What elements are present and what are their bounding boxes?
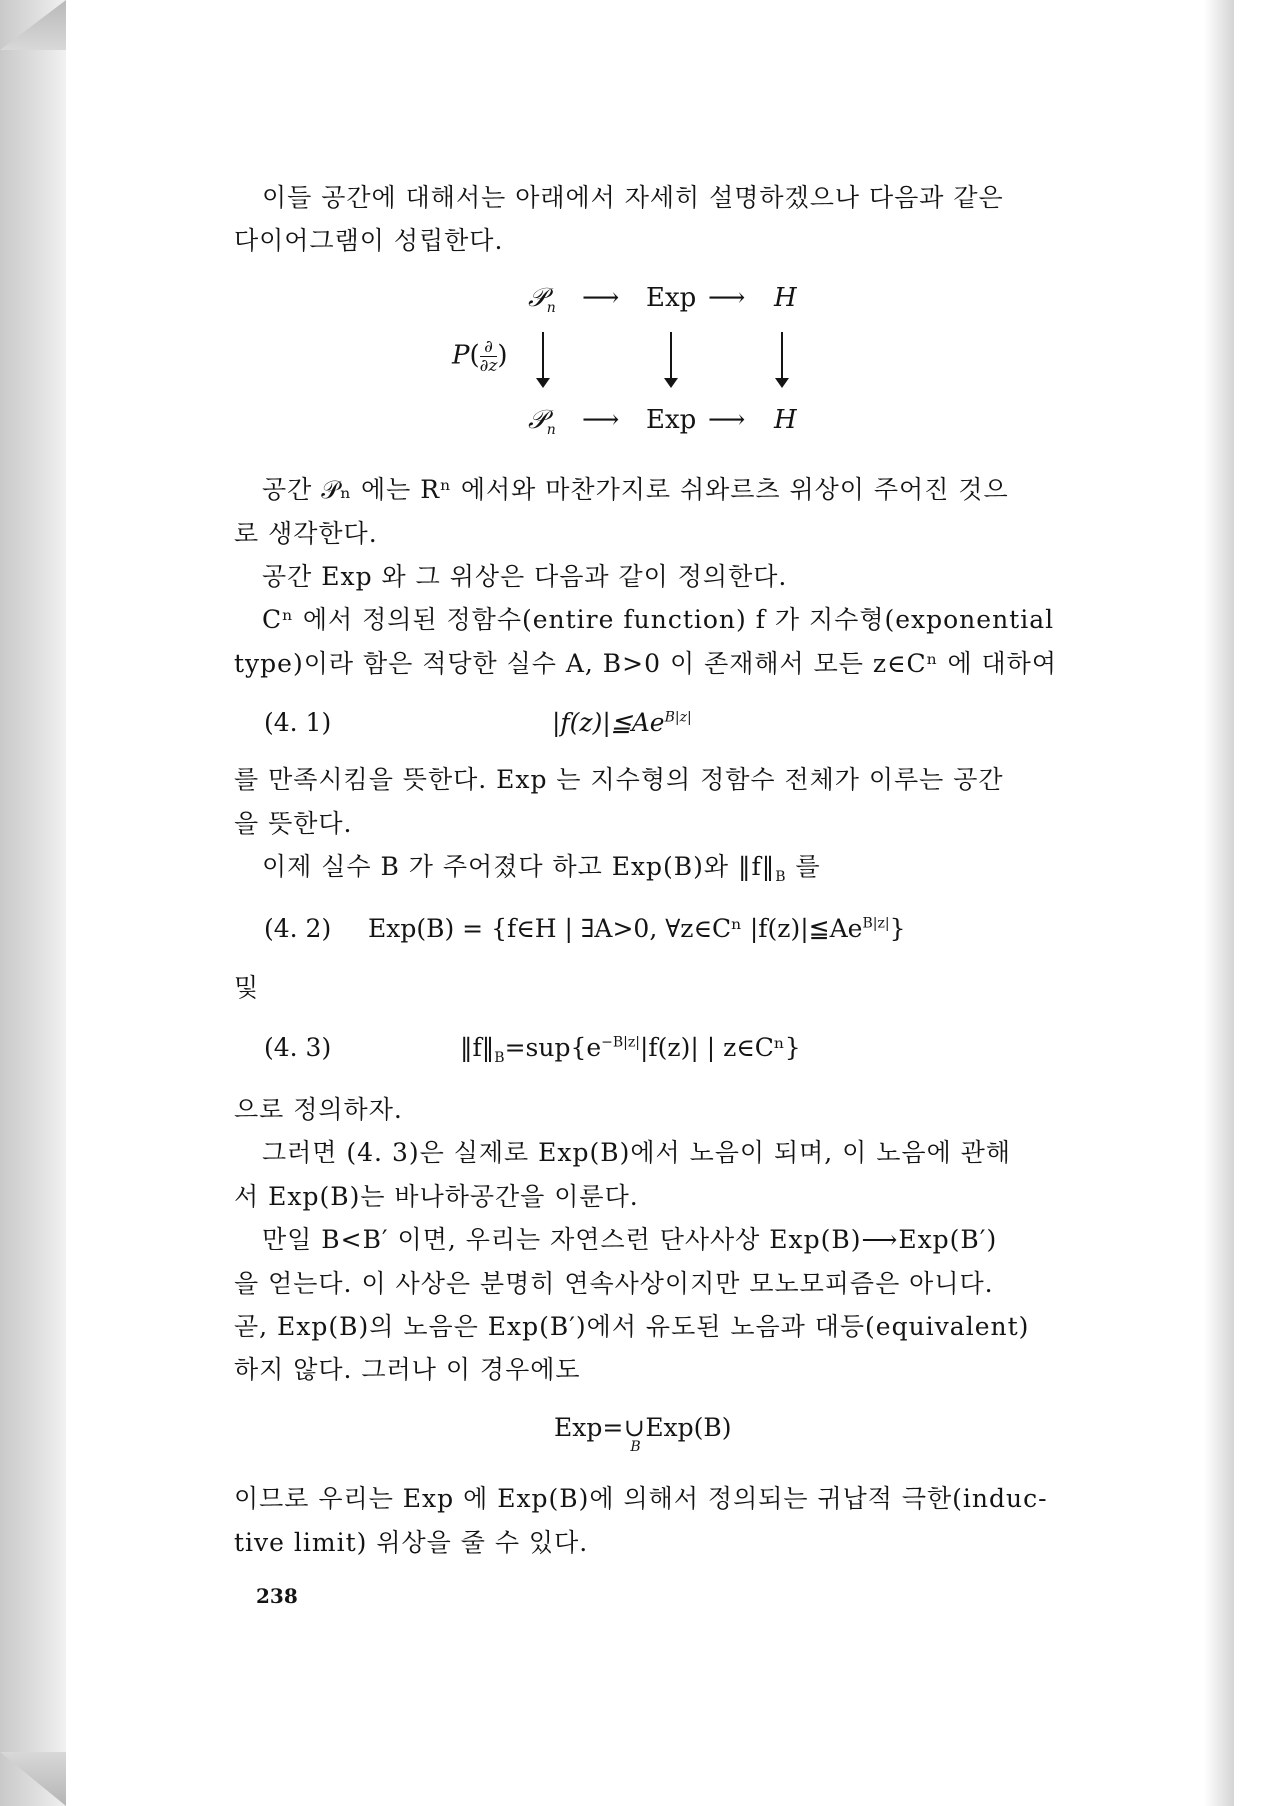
- diagram-arrow-top-1: ⟶: [582, 283, 620, 313]
- paragraph-4-line-2: type)이라 함은 적당한 실수 A, B>0 이 존재해서 모든 z∈Cⁿ 에 대하여: [234, 649, 1057, 678]
- diagram-bottom-right: H: [774, 405, 797, 435]
- page-edge-shadow: [1204, 0, 1234, 1806]
- paragraph-9-line-4: 하지 않다. 그러나 이 경우에도: [234, 1355, 581, 1384]
- diagram-bottom-mid: Exp: [646, 405, 697, 435]
- diagram-arrow-bottom-1: ⟶: [582, 405, 620, 435]
- diagram-vertical-arrow-mid: [670, 332, 672, 386]
- paragraph-5-line-1: 를 만족시킴을 뜻한다. Exp 는 지수형의 정함수 전체가 이루는 공간: [234, 765, 1004, 794]
- diagram-top-mid: Exp: [646, 283, 697, 313]
- equation-4-3-number: (4. 3): [264, 1033, 332, 1062]
- diagram-bottom-left: 𝒫$_n$: [528, 405, 556, 439]
- book-spine: [0, 0, 66, 1806]
- equation-4-1-number: (4. 1): [264, 708, 332, 737]
- paragraph-10-line-1: 이므로 우리는 Exp 에 Exp(B)에 의해서 정의되는 귀납적 극한(induc-: [234, 1484, 1048, 1513]
- equation-4-1: $|f(z)|≦Ae^{B|z|}$: [552, 708, 692, 737]
- diagram-arrow-bottom-2: ⟶: [708, 405, 746, 435]
- paragraph-10-line-2: tive limit) 위상을 줄 수 있다.: [234, 1528, 589, 1557]
- paragraph-4-line-1: Cⁿ 에서 정의된 정함수(entire function) f 가 지수형(exponential: [262, 605, 1055, 634]
- paragraph-1-line-1: 이들 공간에 대해서는 아래에서 자세히 설명하겠으나 다음과 같은: [262, 183, 1004, 212]
- book-page: [66, 0, 1234, 1806]
- paragraph-9-line-1: 만일 B<B′ 이면, 우리는 자연스런 단사사상 Exp(B)⟶Exp(B′): [262, 1225, 998, 1254]
- paragraph-2-line-2: 로 생각한다.: [234, 519, 378, 548]
- diagram-top-right: H: [774, 283, 797, 313]
- paragraph-2-line-1: 공간 𝒫ₙ 에는 Rⁿ 에서와 마찬가지로 쉬와르츠 위상이 주어진 것으: [262, 475, 1009, 504]
- paragraph-8-line-2: 서 Exp(B)는 바나하공간을 이룬다.: [234, 1182, 639, 1211]
- paragraph-3: 공간 Exp 와 그 위상은 다음과 같이 정의한다.: [262, 562, 788, 591]
- equation-4-2: Exp(B) = {f∈H | ∃A>0, ∀z∈Cⁿ $|f(z)|≦Ae^{B|z|}$}: [368, 914, 906, 943]
- equation-4-2-number: (4. 2): [264, 914, 332, 943]
- diagram-vertical-arrow-left: [542, 332, 544, 386]
- paragraph-5-line-2: 을 뜻한다.: [234, 809, 353, 838]
- paragraph-8-line-1: 그러면 (4. 3)은 실제로 Exp(B)에서 노음이 되며, 이 노음에 관해: [262, 1138, 1011, 1167]
- equation-4-3: $‖f‖_B=sup\{e^{-B|z|}|f(z)|$ | z∈Cⁿ}: [460, 1033, 801, 1066]
- paragraph-9-line-2: 을 얻는다. 이 사상은 분명히 연속사상이지만 모노모피즘은 아니다.: [234, 1269, 994, 1298]
- diagram-arrow-top-2: ⟶: [708, 283, 746, 313]
- diagram-vertical-arrow-right: [781, 332, 783, 386]
- diagram-left-operator: P( $\frac{\partial}{\partial z}$ ): [452, 337, 508, 376]
- diagram-top-left: 𝒫$_n$: [528, 283, 556, 317]
- page-number: 238: [256, 1584, 298, 1608]
- paragraph-7: 으로 정의하자.: [234, 1095, 403, 1124]
- word-and: 및: [234, 973, 260, 1002]
- equation-union: Exp=∪ B Exp(B): [554, 1413, 732, 1455]
- paragraph-9-line-3: 곧, Exp(B)의 노음은 Exp(B′)에서 유도된 노음과 대등(equivalent): [234, 1312, 1030, 1341]
- paragraph-1-line-2: 다이어그램이 성립한다.: [234, 226, 504, 255]
- paragraph-6: 이제 실수 B 가 주어졌다 하고 Exp(B)와 $‖f‖_B$ 를: [262, 852, 821, 885]
